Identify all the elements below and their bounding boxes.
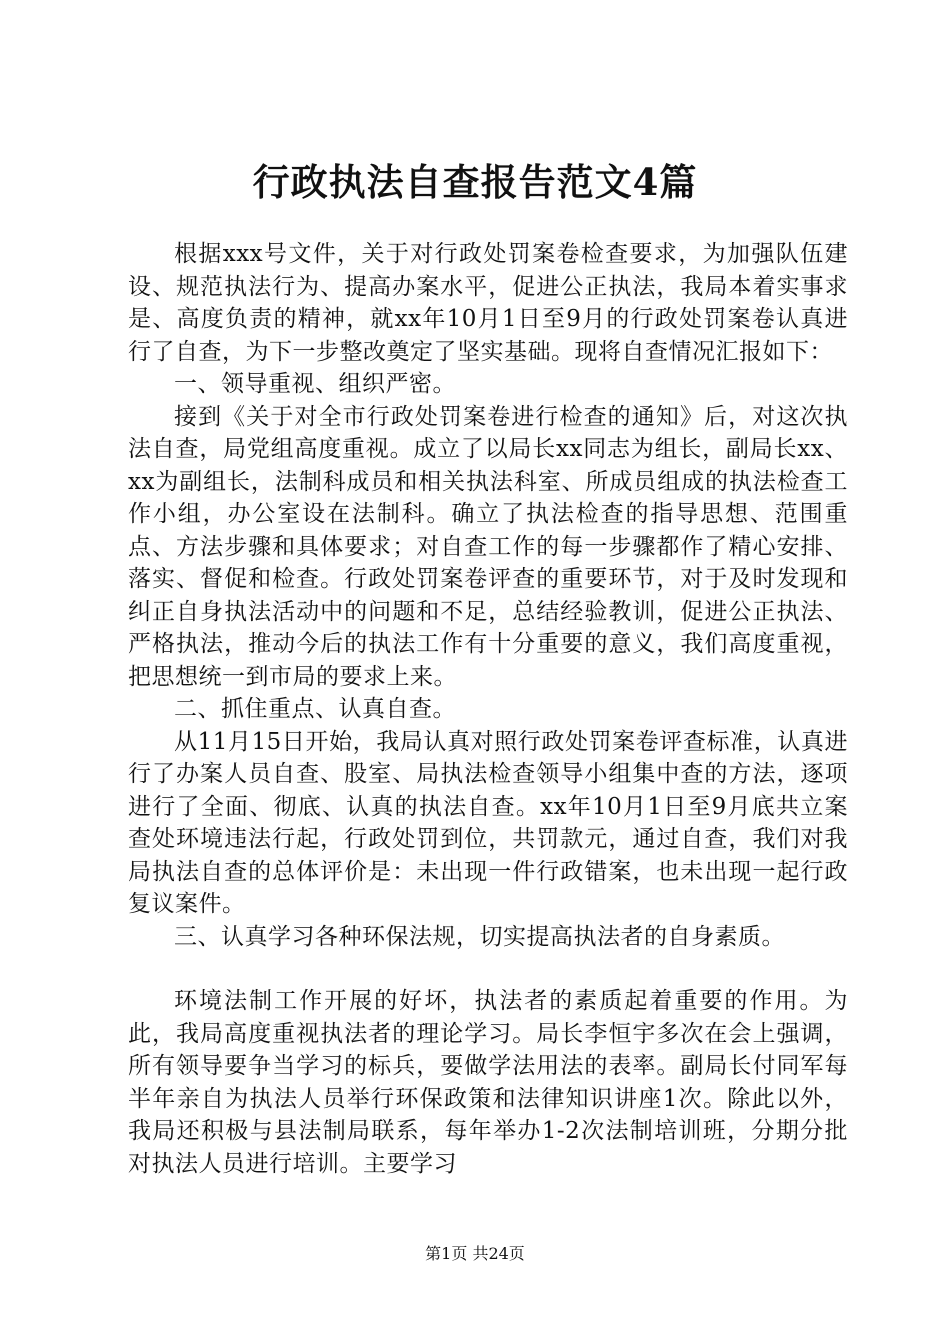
section-heading-3: 三、认真学习各种环保法规，切实提高执法者的自身素质。 [174, 923, 785, 950]
section-heading-1: 一、领导重视、组织严密。 [174, 371, 456, 397]
document-title: 行政执法自查报告范文4篇 [252, 160, 698, 204]
paragraph-section-3: 环境法制工作开展的好坏，执法者的素质起着重要的作用。为此，我局高度重视执法者的理论学习。局长李恒宇多次在会上强调，所有领导要争当学习的标兵，要做学法用法的表率。副局长付同军每半年亲自为执法人员举行环保政策和法律知识讲座1次。除此以外，我局还积极与县法制局联系，每年举办1-2次法制培训班，分期分批对执法人员进行培训。主要学习 [128, 988, 848, 1177]
paragraph-section-2: 从11月15日开始，我局认真对照行政处罚案卷评查标准，认真进行了办案人员自查、股室、局执法检查领导小组集中查的方法，逐项进行了全面、彻底、认真的执法自查。xx年10月1日至9月底共立案查处环境违法行起，行政处罚到位，共罚款元，通过自查，我们对我局执法自查的总体评价是：未出现一件行政错案，也未出现一起行政复议案件。 [128, 728, 848, 917]
blank-line [128, 953, 848, 985]
page-number-footer: 第1页 共24页 [425, 1244, 525, 1263]
paragraph-intro: 根据xxx号文件，关于对行政处罚案卷检查要求，为加强队伍建设、规范执法行为、提高办案水平，促进公正执法，我局本着实事求是、高度负责的精神，就xx年10月1日至9月的行政处罚案卷认真进行了自查，为下一步整改奠定了坚实基础。现将自查情况汇报如下： [128, 241, 848, 365]
paragraph-section-1: 接到《关于对全市行政处罚案卷进行检查的通知》后，对这次执法自查，局党组高度重视。成立了以局长xx同志为组长，副局长xx、xx为副组长，法制科成员和相关执法科室、所成员组成的执法检查工作小组，办公室设在法制科。确立了执法检查的指导思想、范围重点、方法步骤和具体要求；对自查工作的每一步骤都作了精心安排、落实、督促和检查。行政处罚案卷评查的重要环节，对于及时发现和纠正自身执法活动中的问题和不足，总结经验教训，促进公正执法、严格执法，推动今后的执法工作有十分重要的意义，我们高度重视，把思想统一到市局的要求上来。 [128, 403, 848, 690]
section-heading-2: 二、抓住重点、认真自查。 [174, 696, 456, 722]
document-body [128, 238, 848, 1180]
